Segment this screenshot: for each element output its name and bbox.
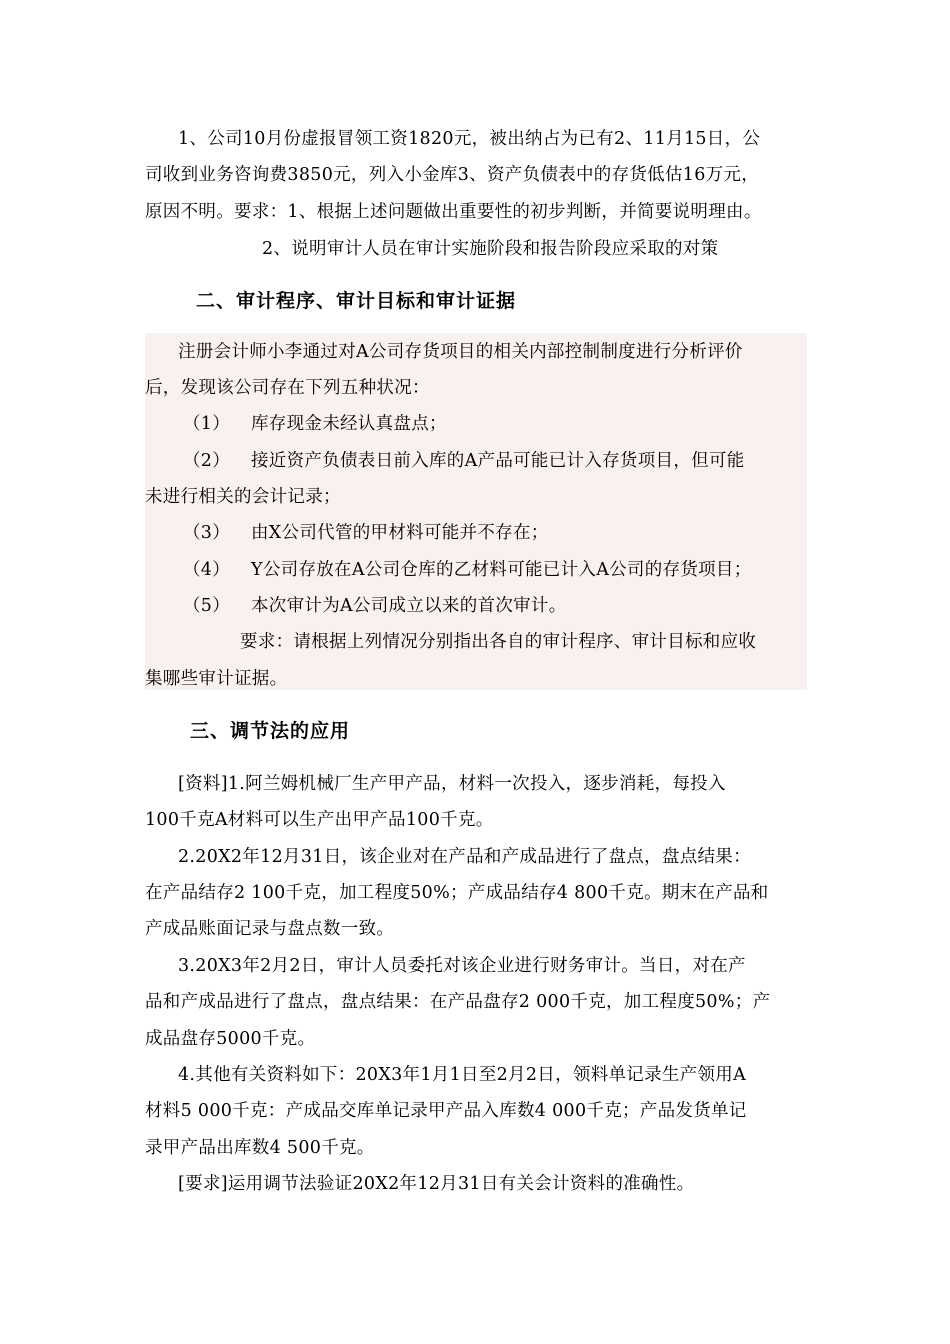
- s1-line-3: 原因不明。要求：1、根据上述问题做出重要性的初步判断，并简要说明理由。: [145, 202, 762, 222]
- s3-line-10: 材料5 000千克：产成品交库单记录甲产品入库数4 000千克；产品发货单记: [145, 1101, 747, 1121]
- section-2-heading: 二、审计程序、审计目标和审计证据: [196, 290, 517, 312]
- s3-line-11: 录甲产品出库数4 500千克。: [145, 1138, 375, 1158]
- item-text: 接近资产负债表日前入库的A产品可能已计入存货项目，但可能: [251, 451, 745, 471]
- s3-line-1: [资料]1.阿兰姆机械厂生产甲产品，材料一次投入，逐步消耗，每投入: [178, 774, 726, 794]
- s2-requirement-1: 要求：请根据上列情况分别指出各自的审计程序、审计目标和应收: [240, 632, 757, 652]
- s1-line-4: 2、说明审计人员在审计实施阶段和报告阶段应采取的对策: [262, 239, 719, 259]
- s3-line-12: [要求]运用调节法验证20X2年12月31日有关会计资料的准确性。: [178, 1174, 695, 1194]
- s1-line-2: 司收到业务咨询费3850元，列入小金库3、资产负债表中的存货低估16万元，: [145, 165, 760, 185]
- s3-line-9: 4.其他有关资料如下：20X3年1月1日至2月2日，领料单记录生产领用A: [178, 1065, 747, 1085]
- item-number: （3）: [183, 523, 231, 543]
- s2-intro-2: 后，发现该公司存在下列五种状况：: [145, 378, 430, 398]
- s3-line-4: 在产品结存2 100千克，加工程度50%；产成品结存4 800千克。期末在产品和: [145, 883, 769, 903]
- s2-item-2: [183, 449, 745, 473]
- item-text: 由X公司代管的甲材料可能并不存在；: [251, 523, 549, 543]
- section-3-heading: 三、调节法的应用: [190, 720, 351, 742]
- s2-item-5: [183, 594, 567, 618]
- s3-line-8: 成品盘存5000千克。: [145, 1029, 316, 1049]
- item-number: （1）: [183, 414, 231, 434]
- s2-intro-1: 注册会计师小李通过对A公司存货项目的相关内部控制制度进行分析评价: [178, 342, 743, 362]
- s1-line-1: 1、公司10月份虚报冒领工资1820元，被出纳占为已有2、11月15日，公: [178, 129, 761, 149]
- s2-item-1: [183, 412, 447, 436]
- s2-item-3: [183, 521, 549, 545]
- s2-item-2-cont: 未进行相关的会计记录；: [145, 487, 341, 507]
- s2-item-4: [183, 558, 752, 582]
- s3-line-2: 100千克A材料可以生产出甲产品100千克。: [145, 810, 494, 830]
- s3-line-3: 2.20X2年12月31日，该企业对在产品和产成品进行了盘点，盘点结果：: [178, 847, 751, 867]
- s3-line-7: 品和产成品进行了盘点，盘点结果：在产品盘存2 000千克，加工程度50%；产: [145, 992, 771, 1012]
- s2-requirement-2: 集哪些审计证据。: [145, 669, 288, 689]
- item-text: 库存现金未经认真盘点；: [251, 414, 447, 434]
- item-number: （5）: [183, 596, 231, 616]
- item-text: Y公司存放在A公司仓库的乙材料可能已计入A公司的存货项目；: [251, 560, 752, 580]
- item-text: 本次审计为A公司成立以来的首次审计。: [251, 596, 567, 616]
- item-number: （4）: [183, 560, 231, 580]
- s3-line-6: 3.20X3年2月2日，审计人员委托对该企业进行财务审计。当日，对在产: [178, 956, 746, 976]
- s3-line-5: 产成品账面记录与盘点数一致。: [145, 919, 395, 939]
- item-number: （2）: [183, 451, 231, 471]
